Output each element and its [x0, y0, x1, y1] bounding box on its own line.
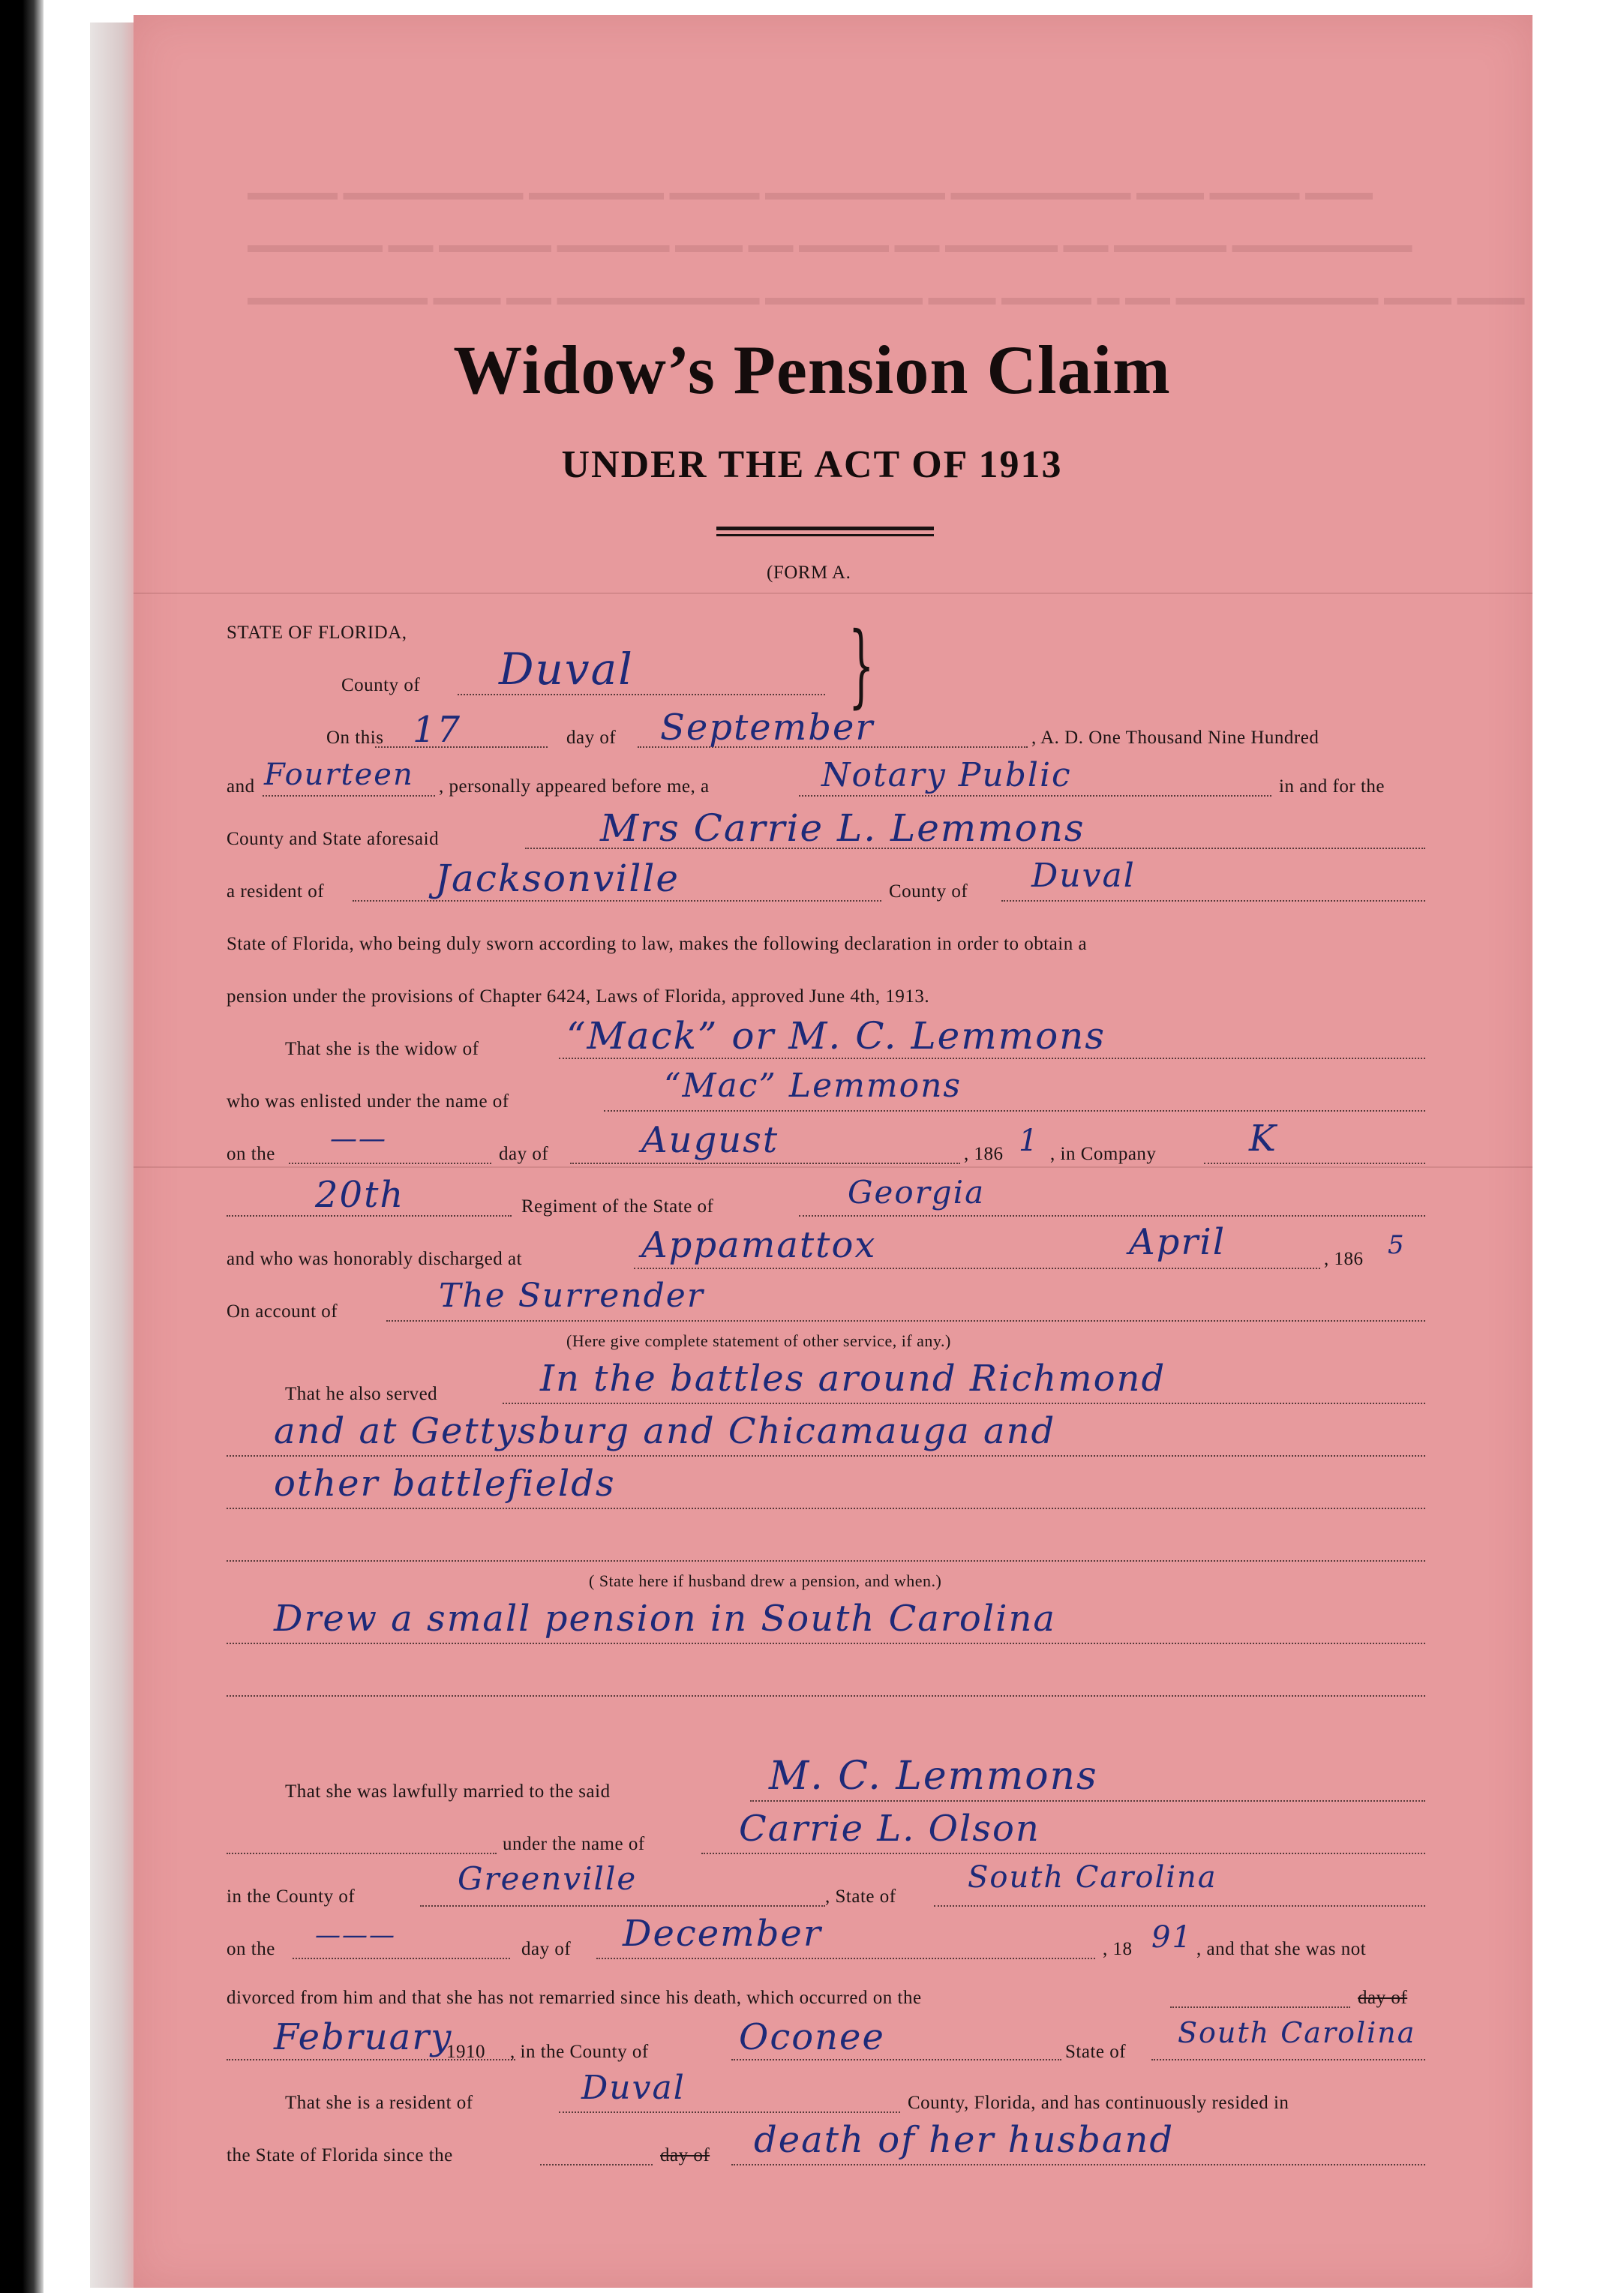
residence-county-field[interactable]: Duval: [1031, 857, 1136, 895]
subtitle: UNDER THE ACT OF 1913: [561, 443, 1063, 486]
resident-county-line: [559, 2111, 900, 2113]
pension-extra-line: [227, 1695, 1425, 1697]
residence-county-line: [1001, 900, 1425, 902]
state-of-label: , State of: [825, 1886, 896, 1907]
title: Widow’s Pension Claim: [453, 332, 1171, 408]
death-year-field[interactable]: 1910: [446, 2042, 485, 2062]
residence-field-line: [353, 900, 881, 902]
enlist-year-label: , 186: [964, 1144, 1004, 1164]
married-to-field[interactable]: M. C. Lemmons: [769, 1754, 1098, 1799]
discharge-month-field[interactable]: April: [1129, 1221, 1226, 1263]
enlist-day-of-label: day of: [499, 1144, 549, 1164]
fold-crease: [134, 593, 1532, 594]
bleed-through-text: ▬▬▬ ▬▬▬ ▬▬▬▬▬▬▬▬▬ ▬▬ ▬ ▬▬▬▬ ▬▬▬ ▬▬▬▬▬▬▬ ▬▬▬▬▬▬▬▬▬ ▬▬ ▬▬▬ ▬▬▬▬▬▬▬▬: [248, 285, 1525, 310]
maiden-name-line: [701, 1853, 1425, 1854]
county-state-label: County and State aforesaid: [227, 829, 440, 849]
state-label: STATE OF FLORIDA,: [227, 623, 407, 643]
marriage-day-field[interactable]: ———: [315, 1920, 396, 1950]
title-rule: [716, 534, 934, 536]
claimant-field[interactable]: Mrs Carrie L. Lemmons: [600, 806, 1085, 850]
account-field[interactable]: The Surrender: [439, 1277, 704, 1315]
service-line-1-rule: [503, 1403, 1425, 1404]
in-and-for-label: in and for the: [1279, 776, 1385, 797]
husband-field[interactable]: “Mack” or M. C. Lemmons: [566, 1014, 1106, 1058]
on-the-label: on the: [227, 1144, 275, 1164]
enlist-month-field[interactable]: August: [641, 1119, 779, 1161]
death-state-line: [1151, 2059, 1425, 2060]
since-prefix-line: [540, 2164, 653, 2165]
maiden-name-field[interactable]: Carrie L. Olson: [739, 1808, 1040, 1850]
regiment-state-line: [799, 1215, 1425, 1217]
on-this-label: On this: [326, 728, 384, 748]
service-line-4-rule: [227, 1560, 1425, 1562]
marriage-state-field[interactable]: South Carolina: [968, 1860, 1217, 1895]
death-county-line: [731, 2059, 1061, 2060]
residence-field[interactable]: Jacksonville: [435, 857, 680, 900]
officer-field[interactable]: Notary Public: [821, 756, 1072, 794]
husband-field-line: [559, 1058, 1425, 1059]
enlist-day-line: [289, 1163, 491, 1164]
discharged-label: and who was honorably discharged at: [227, 1249, 523, 1269]
service-line-2-rule: [227, 1455, 1425, 1457]
form-label: (FORM A.: [767, 563, 851, 583]
since-field[interactable]: death of her husband: [754, 2119, 1175, 2161]
married-label: That she was lawfully married to the said: [285, 1781, 611, 1802]
in-county-label: in the County of: [227, 1886, 356, 1907]
appeared-label: , personally appeared before me, a: [439, 776, 710, 797]
company-label: , in Company: [1050, 1144, 1157, 1164]
marriage-state-line: [934, 1905, 1425, 1907]
and-label: and: [227, 776, 255, 797]
fold-crease: [134, 1166, 1532, 1168]
not-divorced-label: , and that she was not: [1196, 1939, 1367, 1959]
pension-hint: ( State here if husband drew a pension, and when.): [589, 1571, 942, 1590]
year-suffix-field[interactable]: Fourteen: [264, 758, 414, 792]
regiment-field[interactable]: 20th: [315, 1174, 405, 1216]
regiment-label: Regiment of the State of: [521, 1196, 714, 1217]
day-field[interactable]: 17: [413, 709, 462, 751]
married-to-line: [750, 1800, 1425, 1802]
month-field[interactable]: September: [660, 707, 875, 749]
under-name-label: under the name of: [503, 1834, 645, 1854]
officer-field-line: [799, 795, 1271, 797]
enlisted-label: who was enlisted under the name of: [227, 1091, 509, 1112]
death-date-field[interactable]: February: [274, 2016, 453, 2058]
divorced-text: divorced from him and that she has not remarried since his death, which occurred on the: [227, 1988, 922, 2008]
year-suffix-line: [263, 795, 435, 797]
marriage-year-label: , 18: [1103, 1939, 1133, 1959]
death-county-field[interactable]: Oconee: [739, 2016, 885, 2058]
since-label: the State of Florida since the: [227, 2145, 453, 2165]
death-day-line: [1170, 2006, 1350, 2008]
discharge-year-label: , 186: [1324, 1249, 1364, 1269]
enlist-year-field[interactable]: 1: [1019, 1124, 1040, 1158]
company-field-line: [1204, 1163, 1425, 1164]
marriage-month-line: [596, 1958, 1095, 1959]
year-prefix-label: , A. D. One Thousand Nine Hundred: [1031, 728, 1319, 748]
county-of-label: County of: [889, 881, 968, 902]
service-line-1[interactable]: In the battles around Richmond: [540, 1358, 1166, 1400]
marriage-county-line: [420, 1905, 825, 1907]
county-label: County of: [341, 675, 421, 695]
brace: }: [848, 614, 875, 718]
discharge-place-line: [634, 1268, 1320, 1269]
company-field[interactable]: K: [1249, 1118, 1277, 1160]
marriage-year-field[interactable]: 91: [1151, 1920, 1193, 1955]
service-line-3-rule: [227, 1508, 1425, 1509]
service-line-3[interactable]: other battlefields: [274, 1463, 616, 1505]
bleed-through-text: ▬▬▬▬▬▬▬▬ ▬▬▬▬▬ ▬▬ ▬▬▬▬▬ ▬▬ ▬▬▬▬ ▬▬ ▬▬▬ ▬▬▬▬▬ ▬▬▬▬▬ ▬▬ ▬▬▬▬▬▬: [248, 233, 1412, 257]
marriage-month-field[interactable]: December: [623, 1913, 822, 1955]
marriage-day-line: [293, 1958, 510, 1959]
resident-of-label: a resident of: [227, 881, 325, 902]
day-of-label: day of: [566, 728, 617, 748]
account-field-line: [386, 1320, 1425, 1322]
death-in-county-label: , in the County of: [510, 2042, 649, 2062]
marriage-county-field[interactable]: Greenville: [458, 1860, 638, 1897]
other-service-hint: (Here give complete statement of other service, if any.): [566, 1331, 951, 1350]
death-state-field[interactable]: South Carolina: [1178, 2016, 1416, 2049]
marriage-day-of-label: day of: [521, 1939, 572, 1959]
marriage-on-the-label: on the: [227, 1939, 275, 1959]
widow-of-label: That she is the widow of: [285, 1039, 479, 1059]
service-line-2[interactable]: and at Gettysburg and Chicamauga and: [274, 1410, 1056, 1452]
enlisted-name-line: [604, 1110, 1425, 1112]
bleed-through-text: ▬▬▬ ▬▬▬▬ ▬▬▬ ▬▬▬▬▬▬▬▬ ▬▬▬▬▬▬▬▬ ▬▬▬▬ ▬▬▬▬▬▬ ▬▬▬▬▬▬▬▬ ▬▬▬▬: [248, 180, 1373, 205]
since-field-line: [731, 2164, 1425, 2165]
struck-day-of: day of: [1358, 1988, 1408, 2008]
pension-field[interactable]: Drew a small pension in South Carolina: [274, 1598, 1056, 1640]
discharge-year-field[interactable]: 5: [1388, 1230, 1406, 1260]
death-state-label: State of: [1065, 2042, 1127, 2062]
enlisted-name-field[interactable]: “Mac” Lemmons: [664, 1067, 962, 1105]
resident-county-field[interactable]: Duval: [581, 2069, 686, 2107]
county-field[interactable]: Duval: [499, 644, 634, 695]
title-rule: [716, 527, 934, 530]
pension-field-line: [227, 1643, 1425, 1644]
discharge-place-field[interactable]: Appamattox: [641, 1224, 877, 1266]
under-name-prefix-line: [227, 1853, 497, 1854]
account-label: On account of: [227, 1301, 338, 1322]
declaration-text-2: pension under the provisions of Chapter 6424, Laws of Florida, approved June 4th, 1913.: [227, 986, 930, 1007]
regiment-state-field[interactable]: Georgia: [848, 1174, 986, 1211]
resided-label: County, Florida, and has continuously resided in: [908, 2093, 1289, 2113]
enlist-day-field[interactable]: ——: [330, 1124, 387, 1154]
resident-label: That she is a resident of: [285, 2093, 473, 2113]
enlist-month-line: [570, 1163, 960, 1164]
also-served-label: That he also served: [285, 1384, 438, 1404]
since-struck: day of: [660, 2145, 710, 2165]
declaration-text: State of Florida, who being duly sworn according to law, makes the following declaration in order to obtain a: [227, 934, 1088, 954]
